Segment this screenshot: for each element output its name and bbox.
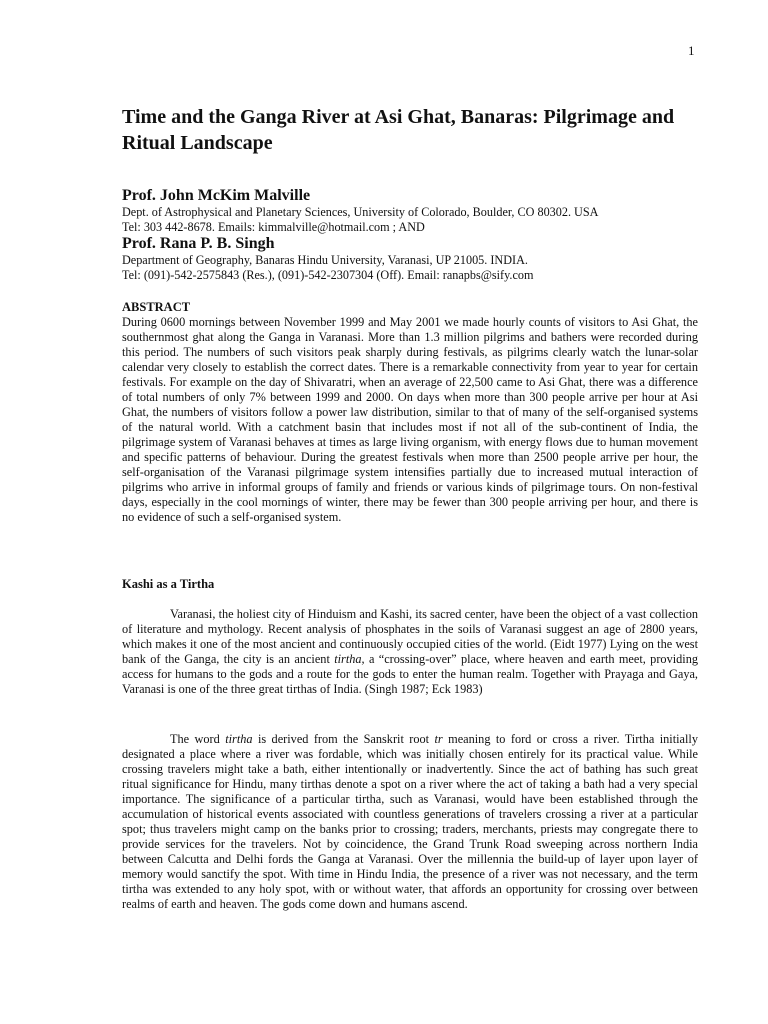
author-contact: Tel: (091)-542-2575843 (Res.), (091)-542-2307304 (Off). Email: ranapbs@sify.com bbox=[122, 268, 534, 282]
paper-title: Time and the Ganga River at Asi Ghat, Banaras: Pilgrimage and Ritual Landscape bbox=[122, 106, 675, 154]
italic-term: tirtha, bbox=[334, 652, 365, 666]
author-affiliation: Dept. of Astrophysical and Planetary Sciences, University of Colorado, Boulder, CO 80302. USA bbox=[122, 205, 599, 219]
author-name: Prof. Rana P. B. Singh bbox=[122, 235, 275, 252]
abstract-text: During 0600 mornings between November 1999 and May 2001 we made hourly counts of visitors to Asi Ghat, the southernmost ghat along the Ganga in Varanasi. More than 1.3 million pilgrims and bathers were recorded during this period. The numbers of such visitors peak sharply during festivals, as pilgrims clearly watch the lunar-solar calendar very closely to establish the correct dates. There is a remarkable connectivity from year to year for certain festivals. For example on the day of Shivaratri, when an average of 22,500 came to Asi Ghat, there was a difference of total numbers of only 7% between 1999 and 2000. On days when more than 300 people arrive per hour at Asi Ghat, the numbers of visitors follow a power law distribution, similar to that of many of the self-organised systems of the natural world. With a catchment basin that includes most if not all of the sub-continent of India, the pilgrimage system of Varanasi behaves at times as large living organism, with energy flows due to human movement and specific patterns of behaviour. During the greatest festivals when more than 2500 people arrive per hour, the self-organisation of the Varanasi pilgrimage system intensifies partially due to increased mutual interaction of pilgrims who arrive in informal groups of family and friends or various kinds of pilgrimage tours. On non-festival days, especially in the cool mornings of winter, there may be fewer than 300 people arriving per hour, and there is no evidence of such a self-organised system. bbox=[122, 315, 698, 524]
italic-term: tr bbox=[434, 732, 443, 746]
italic-term: tirtha bbox=[225, 732, 253, 746]
page-number: 1 bbox=[688, 43, 695, 58]
paragraph-text: is derived from the Sanskrit root bbox=[252, 732, 435, 746]
author-contact: Tel: 303 442-8678. Emails: kimmalville@hotmail.com ; AND bbox=[122, 220, 425, 234]
paragraph-text: The word bbox=[170, 732, 226, 746]
paragraph-text: a “crossing-over” place, where heaven and earth meet, providing access for humans to the gods and a route for the gods to enter the human realm. Together with Prayaga and Gaya, Varanasi is one of the three great tirthas of India. (Singh 1987; Eck 1983) bbox=[122, 652, 698, 696]
paragraph-text: Varanasi, the holiest city of Hinduism and Kashi, its sacred center, have been the object of a vast collection of literature and mythology. Recent analysis of phosphates in the soils of Varanasi suggest an age of 2800 years, which makes it one of the most ancient and continuously occupied cities of the world. (Eidt 1977) Lying on the west bank of the Ganga, the city is an ancient bbox=[122, 607, 698, 666]
author-name: Prof. John McKim Malville bbox=[122, 187, 311, 204]
abstract-heading: ABSTRACT bbox=[122, 300, 191, 314]
body-paragraph bbox=[122, 607, 698, 697]
body-paragraph bbox=[122, 732, 698, 912]
paragraph-text: meaning to ford or cross a river. Tirtha initially designated a place where a river was fordable, which was initially chosen entirely for its practical value. While crossing travelers might take a bath, either intentionally or inadvertently. Since the act of bathing has such great ritual significance for Hindu, many tirthas denote a spot on a river where the act of taking a bath had a very special importance. The significance of a particular tirtha, such as Varanasi, would have been established through the accumulation of historical events associated with countless generations of travelers crossing a river at a particular spot; thus travelers might camp on the banks prior to crossing; traders, merchants, priests may congregate there to provide services for the travelers. Not by coincidence, the Grand Trunk Road sweeping across northern India between Calcutta and Delhi fords the Ganga at Varanasi. Over the millennia the build-up of layer upon layer of memory would sanctify the spot. With time in Hindu India, the presence of a river was not necessary, and the term tirtha was extended to any holy spot, with or without water, that affords an opportunity for crossing over between realms of earth and heaven. The gods come down and humans ascend. bbox=[122, 732, 698, 911]
author-affiliation: Department of Geography, Banaras Hindu University, Varanasi, UP 21005. INDIA. bbox=[122, 253, 528, 267]
section-heading: Kashi as a Tirtha bbox=[122, 577, 215, 591]
